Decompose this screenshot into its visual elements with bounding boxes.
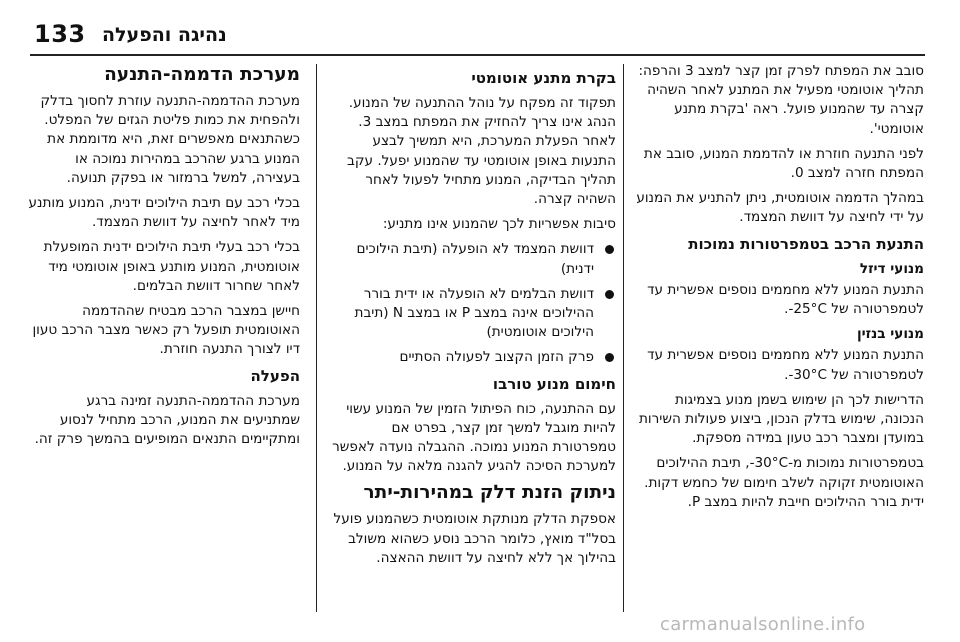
column-right bbox=[636, 62, 924, 518]
column-middle bbox=[330, 62, 616, 574]
header-rule bbox=[30, 54, 925, 56]
paragraph: סובב את המפתח לפרק זמן קצר למצב 3 והרפה: תהליך אוטומטי מפעיל את המתנע לאחר השהיה קצרה עד שהמנוע פועל. ראה 'בקרת מתנע אוטומטי'. bbox=[638, 63, 924, 137]
list-item: פרק הזמן הקצוב לפעולה הסתיים bbox=[330, 348, 616, 367]
bullet-icon bbox=[605, 245, 614, 254]
section-heading-low-temp: התנעת הרכב בטמפרטורות נמוכות bbox=[688, 234, 924, 253]
paragraph: לפני התנעה חוזרת או להדממת המנוע, סובב את המפתח חזרה למצב 0. bbox=[643, 145, 924, 182]
list-item: דוושת הבלמים לא הופעלה או ידית בורר ההילוכים אינה במצב P או במצב N (תיבת הילוכים אוטומטית) bbox=[330, 285, 616, 343]
column-left bbox=[28, 62, 300, 455]
section-heading-fuel-cutoff: ניתוק הזנת דלק במהירות-יתר bbox=[363, 482, 616, 504]
bullet-icon bbox=[605, 290, 614, 299]
paragraph: אספקת הדלק מנותקת אוטומטית כשהמנוע פועל בסל"ד מואץ, כלומר הרכב נוסע כשהוא משולב בהילוך אך ללא לחיצה על דוושת ההאצה. bbox=[333, 511, 616, 566]
section-heading-turbo: חימום מנוע טורבו bbox=[492, 374, 616, 393]
page-header bbox=[0, 0, 960, 54]
subheading-petrol: מנועי בנזין bbox=[856, 326, 924, 343]
paragraph: בכלי רכב בעלי תיבת הילוכים ידנית המופעלת אוטומטית, המנוע מותנע באופן אוטומטי מיד לאחר שחרור דוושת הבלמים. bbox=[43, 239, 300, 294]
paragraph: במהלך הדממה אוטומטית, ניתן להתניע את המנוע על ידי לחיצה על דוושת המצמד. bbox=[636, 190, 924, 226]
paragraph: עם ההתנעה, כוח הפיתול הזמין של המנוע עשוי להיות מוגבל למשך זמן קצר, בפרט אם טמפרטורת המנוע נמוכה. ההגבלה נועדה לאפשר למערכת הסיכה להגיע להגנה מלאה על המנוע. bbox=[332, 400, 616, 475]
paragraph: בטמפרטורות נמוכות מ-‎-30°C, תיבת ההילוכים האוטומטית זקוקה לשלב חימום של כחמש דקות. ידית בורר ההילוכים חייבת להיות במצב P. bbox=[644, 455, 924, 510]
section-heading-stop-start: מערכת הדממה-התנעה bbox=[104, 64, 300, 85]
running-head: נהיגה והפעלה bbox=[102, 24, 227, 46]
section-heading-auto-starter: בקרת מתנע אוטומטי bbox=[471, 69, 616, 87]
paragraph: בכלי רכב עם תיבת הילוכים ידנית, המנוע מותנע מיד לאחר לחיצה על דוושת המצמד. bbox=[28, 195, 300, 231]
column-divider bbox=[316, 64, 317, 612]
bullet-list bbox=[330, 240, 616, 367]
paragraph: תפקוד זה מפקח על נוהל ההתנעה של המנוע. הנהג אינו צריך להחזיק את המפתח במצב 3. לאחר הפעלת המערכת, היא תמשיך לבצע התנעות באופן אוטומטי עד שהמנוע יפעל. עקב תהליך הבדיקה, המנוע מתחיל לפעול לאחר השהיה קצרה. bbox=[346, 95, 616, 208]
paragraph: חיישן במצבר הרכב מבטיח שההדממה האוטומטית תופעל רק כאשר מצבר הרכב טעון דיו לצורך התנעה חוזרת. bbox=[32, 303, 300, 358]
watermark: carmanualsonline.info bbox=[660, 614, 866, 635]
bullet-icon bbox=[605, 353, 614, 362]
paragraph: התנעת המנוע ללא מחממים נוספים אפשרית עד לטמפרטורה של ‎-25°C. bbox=[647, 281, 924, 318]
paragraph: הדרישות לכך הן שימוש בשמן מנוע בצמיגות הנכונה, שימוש בדלק הנכון, ביצוע פעולות השירות במועדן ומצבר רכב טעון במידה מספקת. bbox=[638, 391, 924, 447]
page-number: 133 bbox=[34, 20, 86, 48]
paragraph: סיבות אפשריות לכך שהמנוע אינו מתניע: bbox=[382, 216, 616, 233]
section-heading-activation: הפעלה bbox=[250, 366, 300, 385]
column-divider bbox=[623, 64, 624, 612]
paragraph: התנעת המנוע ללא מחממים נוספים אפשרית עד לטמפרטורה של ‎-30°C. bbox=[647, 347, 924, 383]
list-item: דוושת המצמד לא הופעלה (תיבת הילוכים ידנית) bbox=[330, 240, 616, 278]
paragraph: מערכת ההדממה-התנעה עוזרת לחסוך בדלק ולהפחית את כמות פליטת הגזים של המפלט. כשהתנאים מאפשרים זאת, היא מדוממת את המנוע ברגע שהרכב במהירות נמוכה או בעצירה, למשל ברמזור או בפקק תנועה. bbox=[40, 93, 300, 186]
paragraph: מערכת ההדממה-התנעה זמינה ברגע שמתניעים את המנוע, הרכב מתחיל לנסוע ומתקיימים התנאים המופיעים בהמשך פרק זה. bbox=[34, 392, 300, 448]
subheading-diesel: מנועי דיזל bbox=[859, 260, 924, 277]
